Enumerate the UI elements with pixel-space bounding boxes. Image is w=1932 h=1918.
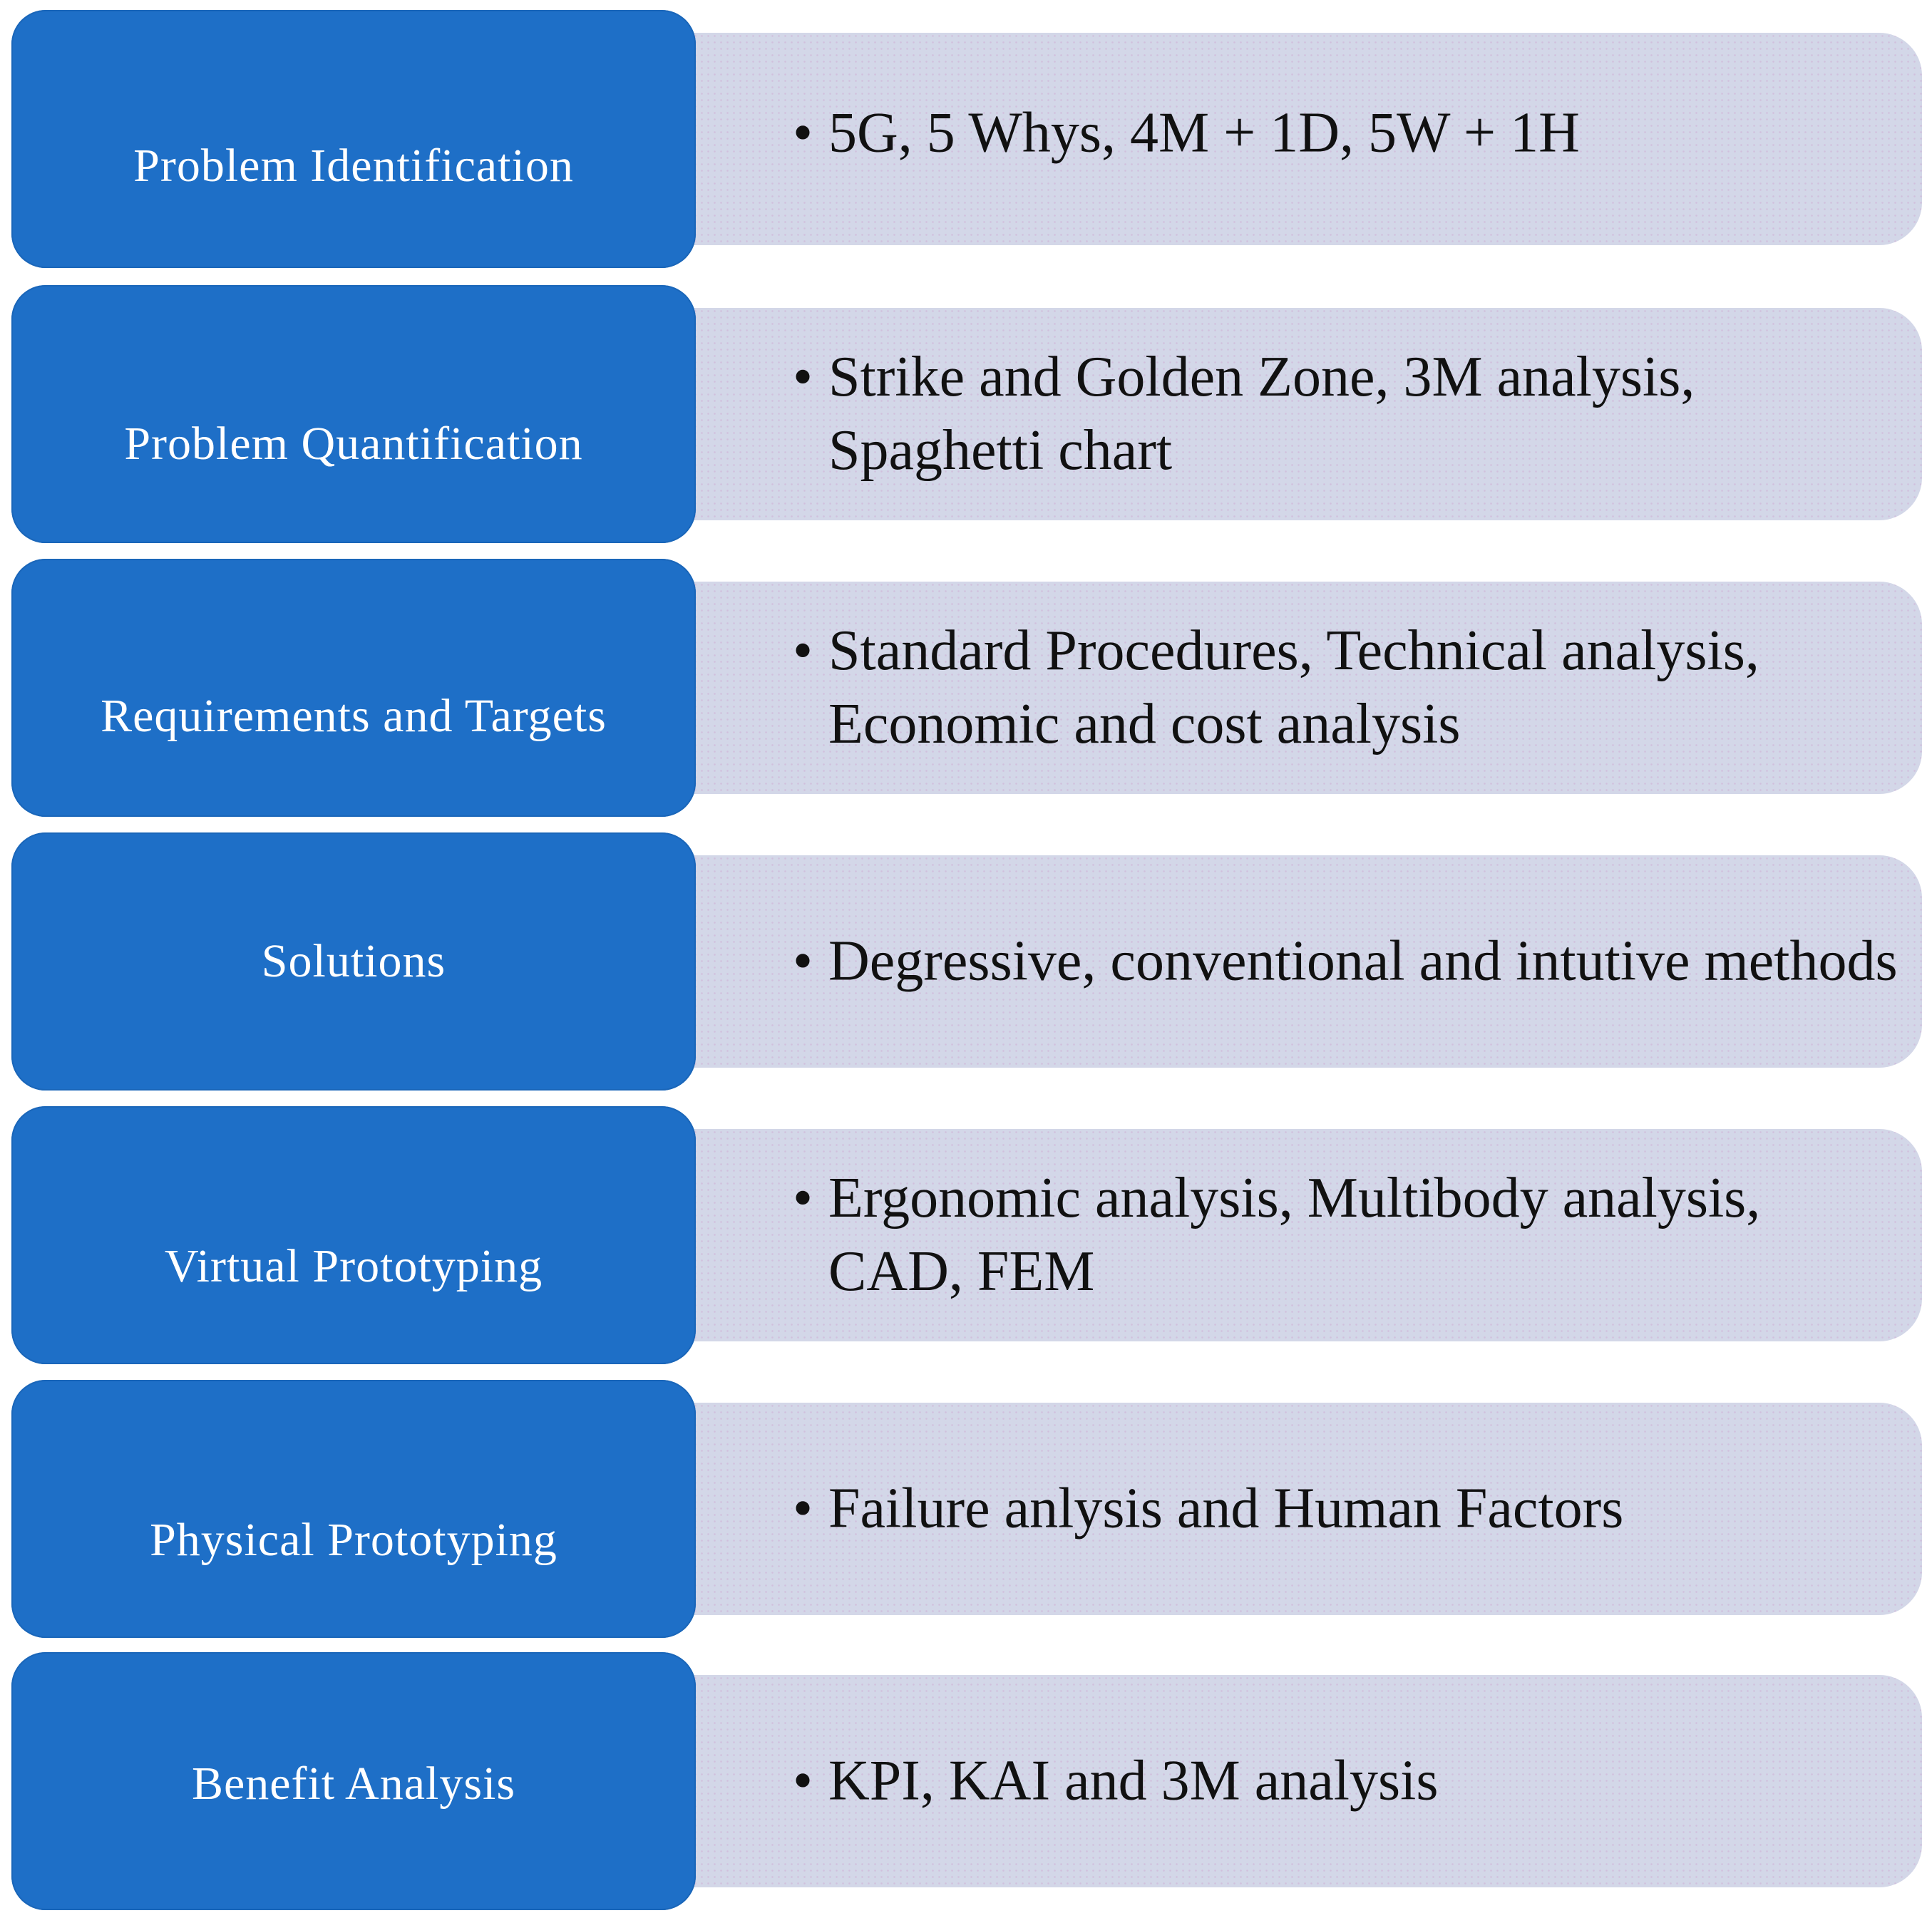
stage-box <box>11 559 696 817</box>
detail-content: Failure anlysis and Human Factors <box>828 1477 1624 1540</box>
stage-label: Requirements and Targets <box>101 690 607 742</box>
stage-box <box>11 1652 696 1910</box>
detail-text <box>788 96 1908 170</box>
detail-text <box>788 1745 1908 1818</box>
detail-text <box>788 614 1908 761</box>
detail-content: KPI, KAI and 3M analysis <box>828 1749 1439 1813</box>
stage-box <box>11 10 696 268</box>
stage-row-physical-prototyping <box>11 1380 1922 1638</box>
bullet-icon: • <box>793 619 813 682</box>
stage-row-solutions <box>11 832 1922 1091</box>
stage-label: Solutions <box>261 935 446 987</box>
stage-box <box>11 832 696 1091</box>
detail-content: 5G, 5 Whys, 4M + 1D, 5W + 1H <box>828 101 1580 165</box>
bullet-icon: • <box>793 1167 813 1229</box>
stage-label: Benefit Analysis <box>191 1758 516 1810</box>
bullet-icon: • <box>793 1749 813 1813</box>
detail-text <box>788 925 1908 999</box>
stage-box <box>11 1380 696 1638</box>
stage-label: Problem Identification <box>133 140 574 192</box>
stage-row-virtual-prototyping <box>11 1106 1922 1364</box>
stage-row-benefit-analysis <box>11 1652 1922 1910</box>
stage-box <box>11 285 696 543</box>
bullet-icon: • <box>793 101 813 165</box>
bullet-icon: • <box>793 929 813 993</box>
detail-content: Degressive, conventional and intutive methods <box>828 929 1898 993</box>
stage-label: Virtual Prototyping <box>164 1240 543 1292</box>
stage-label: Problem Quantification <box>124 418 583 470</box>
detail-text <box>788 1162 1908 1309</box>
bullet-icon: • <box>793 346 813 408</box>
stage-box <box>11 1106 696 1364</box>
detail-content: Standard Procedures, Technical analysis, Economic and cost analysis <box>828 619 1759 756</box>
detail-content: Ergonomic analysis, Multibody analysis, CAD, FEM <box>828 1167 1761 1303</box>
stage-row-problem-quantification <box>11 285 1922 543</box>
bullet-icon: • <box>793 1477 813 1540</box>
detail-text <box>788 341 1908 488</box>
detail-text <box>788 1473 1908 1546</box>
stage-label: Physical Prototyping <box>150 1514 557 1566</box>
stage-row-requirements-and-targets <box>11 559 1922 817</box>
detail-content: Strike and Golden Zone, 3M analysis, Spaghetti chart <box>828 346 1695 482</box>
stage-row-problem-identification <box>11 10 1922 268</box>
